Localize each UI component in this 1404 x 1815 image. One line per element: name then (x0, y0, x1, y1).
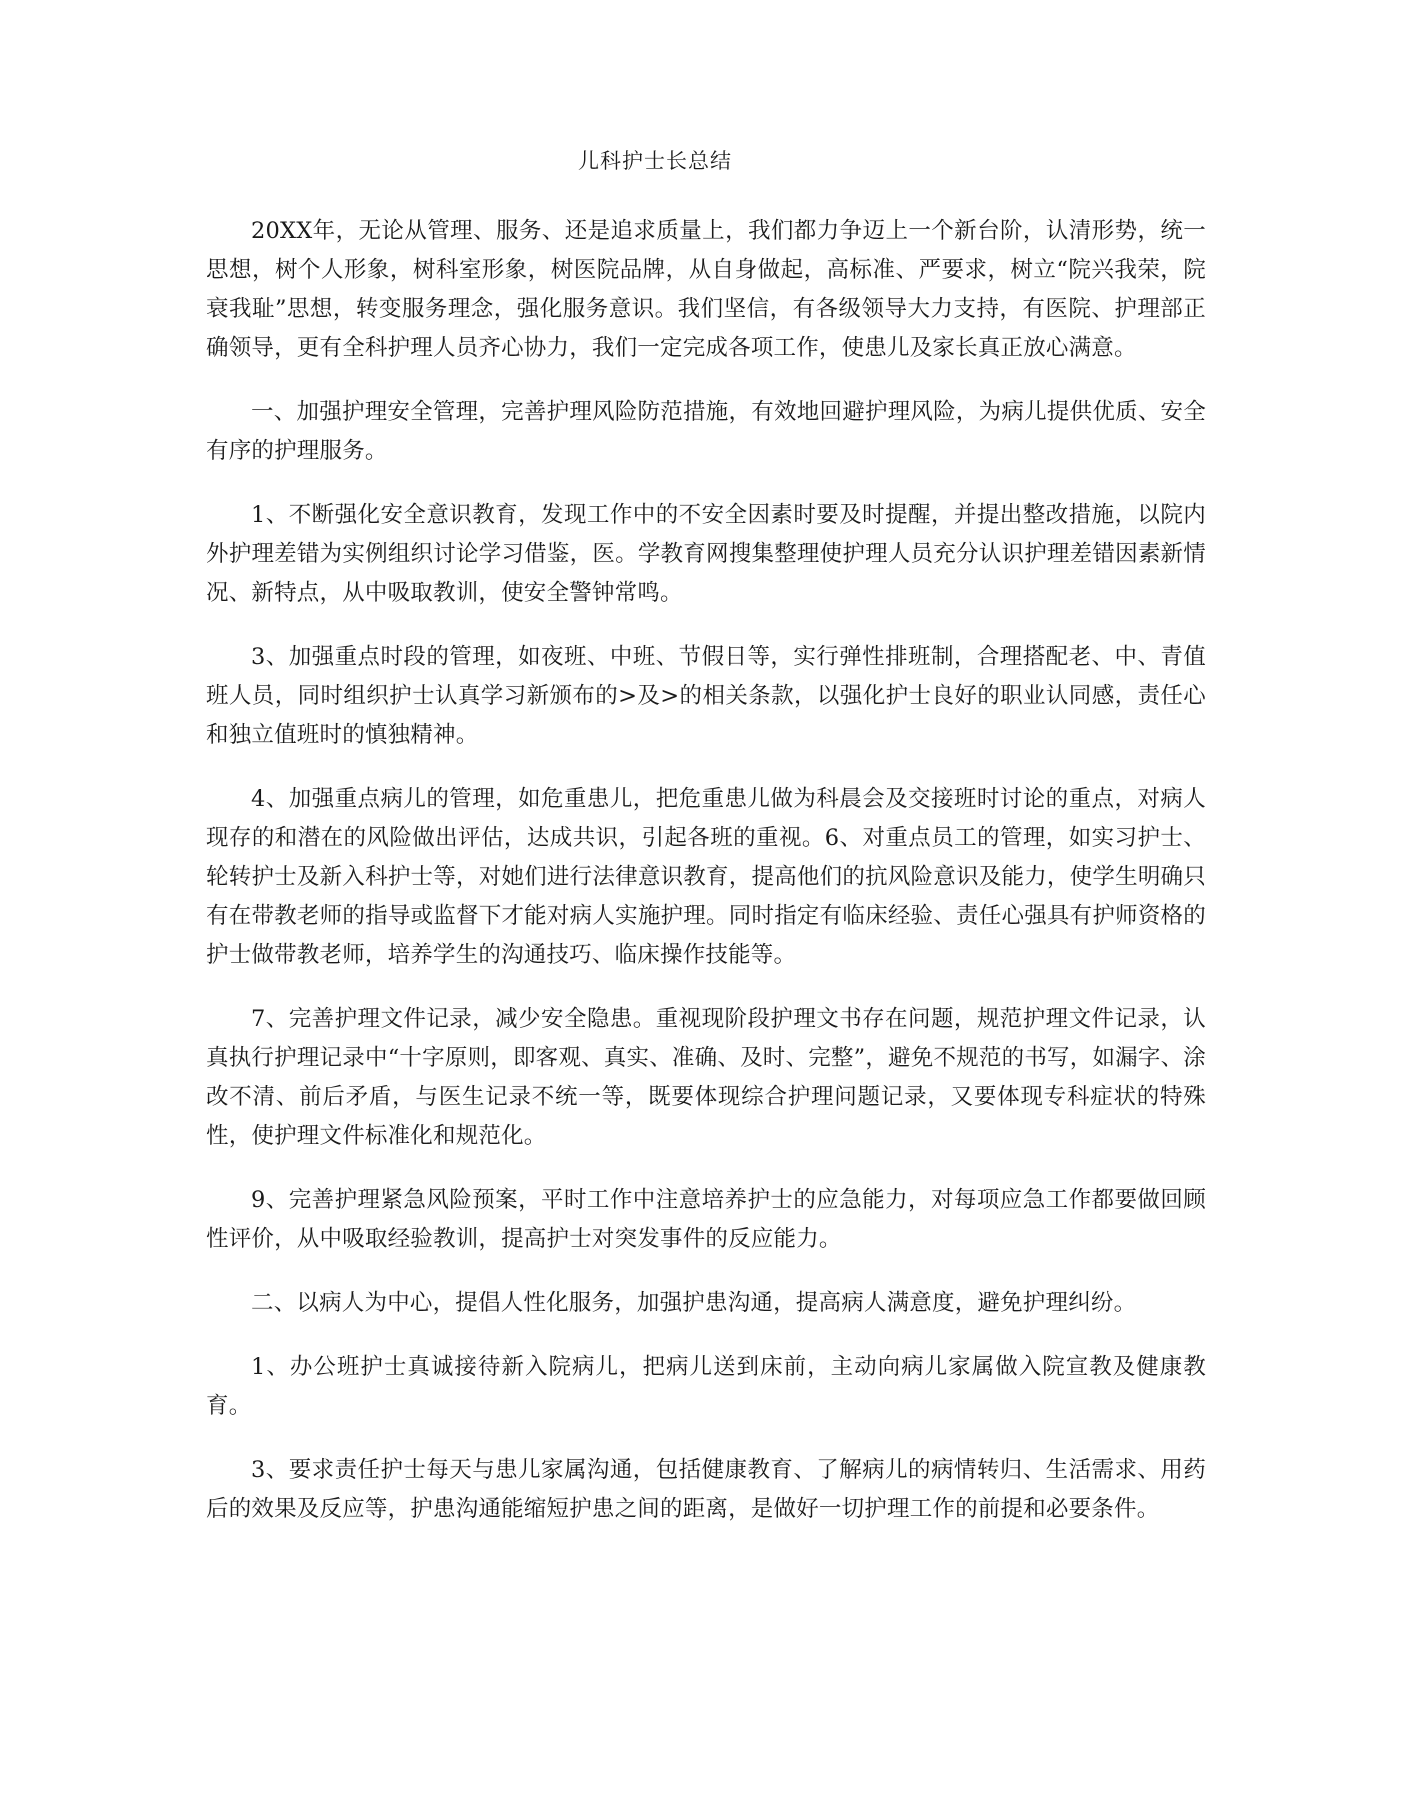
paragraph-item-4: 4、加强重点病儿的管理，如危重患儿，把危重患儿做为科晨会及交接班时讨论的重点，对病人现存的和潜在的风险做出评估，达成共识，引起各班的重视。6、对重点员工的管理，如实习护士、轮转护士及新入科护士等，对她们进行法律意识教育，提高他们的抗风险意识及能力，使学生明确只有在带教老师的指导或监督下才能对病人实施护理。同时指定有临床经验、责任心强具有护师资格的护士做带教老师，培养学生的沟通技巧、临床操作技能等。 (206, 786, 1206, 968)
paragraph-section-2-item-3: 3、要求责任护士每天与患儿家属沟通，包括健康教育、了解病儿的病情转归、生活需求、用药后的效果及反应等，护患沟通能缩短护患之间的距离，是做好一切护理工作的前提和必要条件。 (206, 1457, 1206, 1522)
document-body (206, 212, 1206, 1554)
paragraph-intro: 20XX年，无论从管理、服务、还是追求质量上，我们都力争迈上一个新台阶，认清形势，统一思想，树个人形象，树科室形象，树医院品牌，从自身做起，高标准、严要求，树立“院兴我荣，院衰我耻”思想，转变服务理念，强化服务意识。我们坚信，有各级领导大力支持，有医院、护理部正确领导，更有全科护理人员齐心协力，我们一定完成各项工作，使患儿及家长真正放心满意。 (206, 218, 1206, 361)
paragraph-item-9: 9、完善护理紧急风险预案，平时工作中注意培养护士的应急能力，对每项应急工作都要做回顾性评价，从中吸取经验教训，提高护士对突发事件的反应能力。 (206, 1187, 1206, 1252)
paragraph-section-2-heading: 二、以病人为中心，提倡人性化服务，加强护患沟通，提高病人满意度，避免护理纠纷。 (251, 1290, 1137, 1316)
paragraph-item-3: 3、加强重点时段的管理，如夜班、中班、节假日等，实行弹性排班制，合理搭配老、中、青值班人员，同时组织护士认真学习新颁布的>及>的相关条款，以强化护士良好的职业认同感，责任心和独立值班时的慎独精神。 (206, 644, 1206, 748)
paragraph-section-2-item-1: 1、办公班护士真诚接待新入院病儿，把病儿送到床前，主动向病儿家属做入院宣教及健康教育。 (206, 1354, 1206, 1419)
paragraph-item-1: 1、不断强化安全意识教育，发现工作中的不安全因素时要及时提醒，并提出整改措施，以院内外护理差错为实例组织讨论学习借鉴，医。学教育网搜集整理使护理人员充分认识护理差错因素新情况、新特点，从中吸取教训，使安全警钟常鸣。 (206, 502, 1206, 606)
paragraph-section-1-heading: 一、加强护理安全管理，完善护理风险防范措施，有效地回避护理风险，为病儿提供优质、安全有序的护理服务。 (206, 399, 1206, 464)
document-title: 儿科护士长总结 (578, 149, 732, 173)
paragraph-item-7: 7、完善护理文件记录，减少安全隐患。重视现阶段护理文书存在问题，规范护理文件记录，认真执行护理记录中“十字原则，即客观、真实、准确、及时、完整”，避免不规范的书写，如漏字、涂改不清、前后矛盾，与医生记录不统一等，既要体现综合护理问题记录，又要体现专科症状的特殊性，使护理文件标准化和规范化。 (206, 1006, 1206, 1149)
